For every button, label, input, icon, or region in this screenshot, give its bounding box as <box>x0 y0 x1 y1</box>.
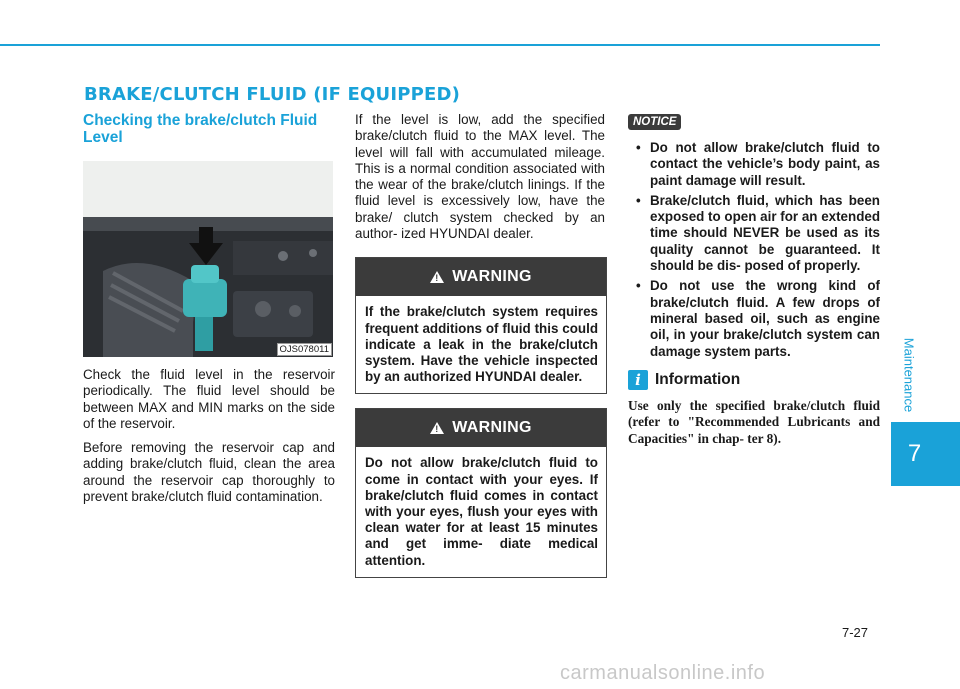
warning-text: Do not allow brake/clutch fluid to come in contact with your eyes. If brake/clutch fluid comes in contact with your eyes, flush your eyes with clean water for at least 15 minutes and get imme- diate medical attention. <box>365 455 598 568</box>
warning-box <box>355 408 607 577</box>
column-3 <box>628 112 880 447</box>
page-number: 7-27 <box>842 625 869 640</box>
notice-item: • Brake/clutch fluid, which has been exposed to open air for an extended time should NEVER be used as its quality cannot be guaranteed. It should be dis- posed of properly. <box>628 193 880 274</box>
engine-bay-illustration <box>83 161 333 357</box>
warning-triangle-icon: ! <box>430 271 444 283</box>
column-1 <box>83 112 335 505</box>
engine-bay-photo <box>83 161 333 357</box>
warning-header <box>356 258 606 296</box>
warning-label: WARNING <box>452 419 532 437</box>
notice-list <box>628 140 880 360</box>
warning-text: If the brake/clutch system requires frequent additions of fluid this could indicate a leak in the brake/clutch system. Have the vehicle inspected by an authorized HYUNDAI dealer. <box>365 304 598 385</box>
sub-heading: Checking the brake/clutch Fluid Level <box>83 112 318 146</box>
column-2 <box>355 112 605 578</box>
paragraph: If the level is low, add the specified brake/clutch fluid to the MAX level. The level will fall with accumulated mileage. This is a normal condition associated with the wear of the brake/clutch linings. If the fluid level is excessively low, have the brake/ clutch system checked by an author- ized HYUNDAI dealer. <box>355 112 605 242</box>
information-text: Use only the specified brake/clutch fluid (refer to "Recommended Lubricants and Capacities" in chap- ter 8). <box>628 397 880 446</box>
warning-triangle-icon: ! <box>430 422 444 434</box>
warning-box <box>355 257 607 394</box>
information-title: Information <box>655 370 741 388</box>
paragraph: Check the fluid level in the reservoir periodically. The fluid level should be between MAX and MIN marks on the side of the reservoir. <box>83 367 335 431</box>
chapter-tab: 7 <box>891 422 960 486</box>
section-title: BRAKE/CLUTCH FLUID (IF EQUIPPED) <box>84 84 461 105</box>
photo-caption: OJS078011 <box>277 343 332 356</box>
side-label-text: Maintenance <box>901 337 917 413</box>
notice-badge: NOTICE <box>628 114 681 130</box>
notice-item: • Do not allow brake/clutch fluid to contact the vehicle’s body paint, as paint damage will result. <box>628 140 880 189</box>
info-icon: i <box>628 370 648 390</box>
header-rule <box>0 44 880 46</box>
side-section-label <box>898 330 920 420</box>
information-header <box>628 370 880 390</box>
warning-label: WARNING <box>452 268 532 286</box>
warning-header <box>356 409 606 447</box>
watermark: carmanualsonline.info <box>560 662 766 684</box>
notice-item: • Do not use the wrong kind of brake/clutch fluid. A few drops of mineral based oil, such as engine oil, in your brake/clutch system can damage system parts. <box>628 278 880 359</box>
paragraph: Before removing the reservoir cap and adding brake/clutch fluid, clean the area around the reservoir cap thoroughly to prevent brake/clutch fluid contamination. <box>83 440 335 505</box>
